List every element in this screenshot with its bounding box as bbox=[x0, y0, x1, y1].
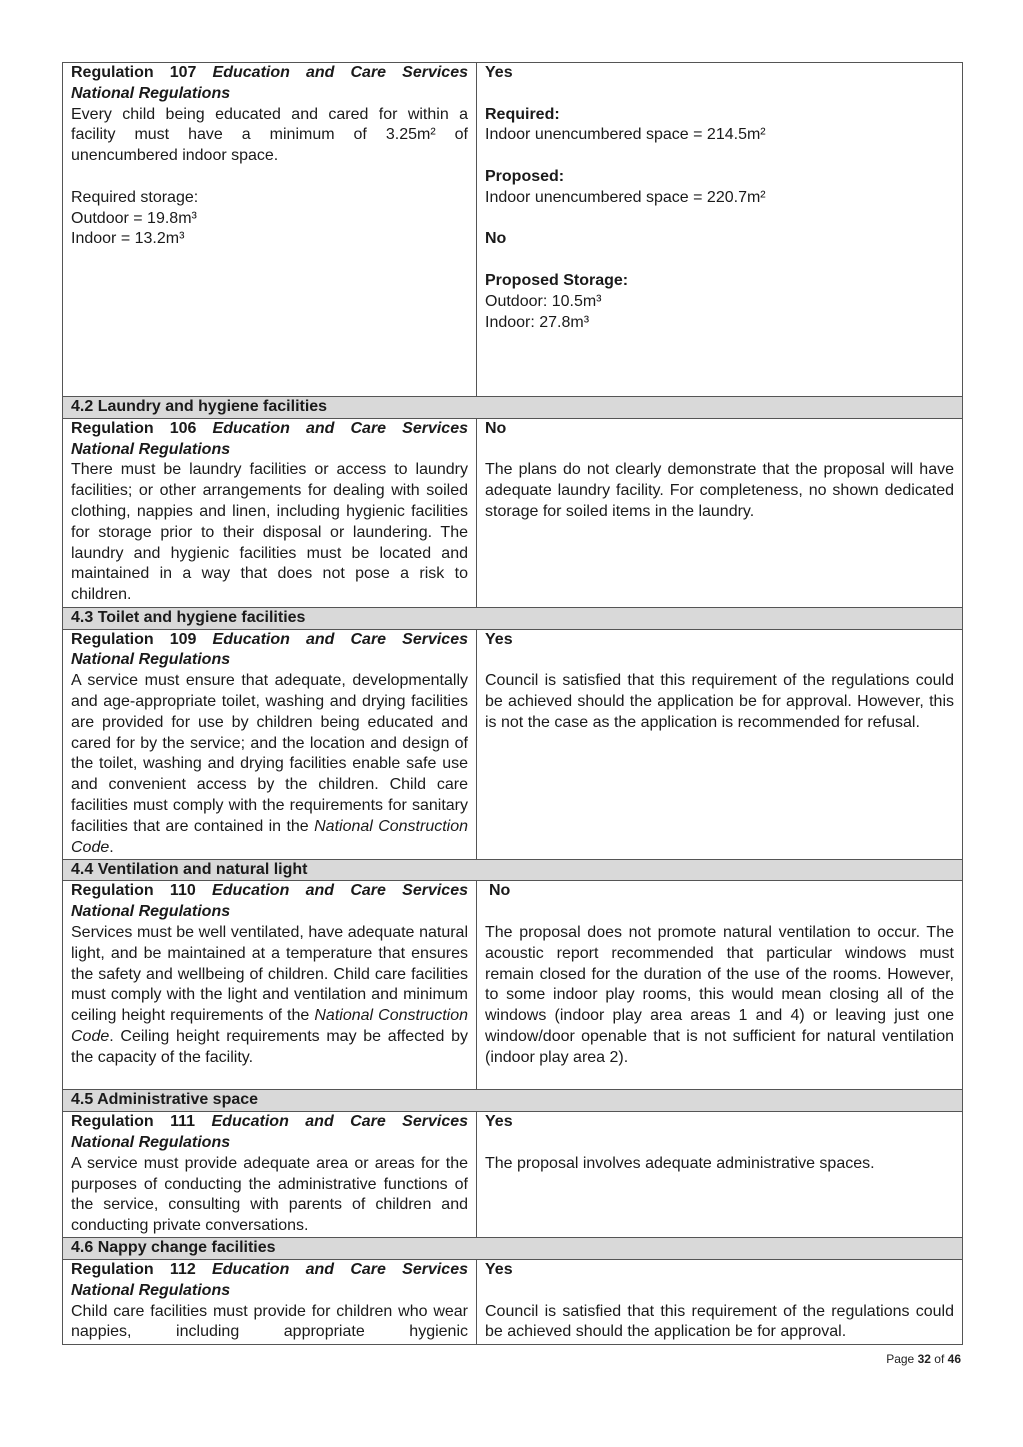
regulation-heading: Regulation 111 Education and Care Services bbox=[71, 1113, 469, 1131]
assessment-cell bbox=[477, 881, 963, 1090]
compliance-status: Yes bbox=[485, 1113, 513, 1131]
section-title: 4.3 Toilet and hygiene facilities bbox=[63, 607, 963, 629]
section-title: 4.4 Ventilation and natural light bbox=[63, 859, 963, 881]
regulation-subheading: National Regulations bbox=[71, 440, 231, 458]
regulation-body: There must be laundry facilities or access to laundry facilities; or other arrangements for dealing with soiled clothing, nappies and linen, including hygienic facilities for storage prior to their disposal or laundering. The laundry and hygienic facilities must be located and maintained in a way that does not pose a risk to children. bbox=[71, 461, 468, 604]
regulation-body: A service must ensure that adequate, developmentally and age-appropriate toilet, washing and drying facilities are provided for use by children being educated and cared for by the service; and the location and design of the toilet, washing and drying facilities enable safe use and convenient access by the children. Child care facilities must comply with the requirements for sanitary facilities that are contained in the National Construction Code. bbox=[71, 672, 469, 856]
compliance-table bbox=[62, 62, 963, 1345]
regulation-text-cell bbox=[63, 418, 477, 607]
assessment-cell bbox=[477, 418, 963, 607]
regulation-row bbox=[63, 1259, 963, 1344]
regulation-heading: Regulation 107 Education and Care Services bbox=[71, 64, 468, 81]
section-header-row bbox=[63, 1090, 963, 1112]
section-title: 4.5 Administrative space bbox=[63, 1090, 963, 1112]
assessment-cell bbox=[477, 63, 963, 397]
compliance-status: Yes bbox=[485, 630, 513, 648]
regulation-text-cell bbox=[63, 881, 477, 1090]
regulation-body: Child care facilities must provide for children who wear nappies, including appropriate hygienic bbox=[71, 1302, 468, 1341]
proposed-value: Indoor unencumbered space = 220.7m² bbox=[485, 188, 766, 206]
required-storage-indoor: Indoor = 13.2m³ bbox=[71, 230, 185, 248]
section-title: 4.2 Laundry and hygiene facilities bbox=[63, 397, 963, 419]
regulation-text-cell bbox=[63, 629, 477, 859]
required-storage-label: Required storage: bbox=[71, 188, 199, 206]
regulation-subheading: National Regulations bbox=[71, 1133, 231, 1151]
regulation-row bbox=[63, 418, 963, 607]
assessment-comment: The proposal does not promote natural ventilation to occur. The acoustic report recommended that particular windows must remain closed for the duration of the use of the rooms. However, to some indoor play rooms, this would mean closing all of the windows (indoor play area areas 1 and 4) or leaving just one window/door openable that is not sufficient for natural ventilation (indoor play area 2). bbox=[485, 923, 954, 1066]
proposed-label: Proposed: bbox=[485, 167, 565, 185]
proposed-storage-label: Proposed Storage: bbox=[485, 271, 629, 289]
compliance-status: Yes bbox=[485, 64, 513, 81]
regulation-heading: Regulation 112 Education and Care Services bbox=[71, 1260, 469, 1278]
regulation-row bbox=[63, 1112, 963, 1238]
assessment-cell bbox=[477, 629, 963, 859]
page-number: Page 32 of 46 bbox=[886, 1352, 961, 1366]
regulation-heading: Regulation 106 Education and Care Services bbox=[71, 419, 468, 437]
assessment-comment: The plans do not clearly demonstrate that the proposal will have adequate laundry facility. For completeness, no shown dedicated storage for soiled items in the laundry. bbox=[485, 461, 954, 520]
compliance-status: Yes bbox=[485, 1260, 513, 1278]
section-title: 4.6 Nappy change facilities bbox=[63, 1238, 963, 1260]
compliance-status-storage: No bbox=[485, 230, 507, 248]
regulation-row bbox=[63, 629, 963, 859]
required-value: Indoor unencumbered space = 214.5m² bbox=[485, 126, 766, 144]
compliance-status: No bbox=[489, 882, 511, 900]
regulation-subheading: National Regulations bbox=[71, 903, 231, 921]
section-header-row bbox=[63, 607, 963, 629]
section-header-row bbox=[63, 1238, 963, 1260]
regulation-body: Every child being educated and cared for within a facility must have a minimum of 3.25m² of unencumbered indoor space. bbox=[71, 105, 468, 165]
section-header-row bbox=[63, 859, 963, 881]
required-storage-outdoor: Outdoor = 19.8m³ bbox=[71, 209, 197, 227]
required-label: Required: bbox=[485, 105, 560, 123]
regulation-text-cell bbox=[63, 1112, 477, 1238]
regulation-body: Services must be well ventilated, have adequate natural light, and be maintained at a temperature that ensures the safety and wellbeing of children. Child care facilities must comply with the light and ventilation and minimum ceiling height requirements of the National Construction Code. Ceiling height requirements may be affected by the capacity of the facility. bbox=[71, 923, 468, 1066]
proposed-storage-indoor: Indoor: 27.8m³ bbox=[485, 313, 590, 331]
assessment-comment: Council is satisfied that this requirement of the regulations could be achieved should the application be for approval. However, this is not the case as the application is recommended for refusal. bbox=[485, 672, 954, 731]
regulation-heading: Regulation 110 Education and Care Services bbox=[71, 882, 469, 900]
regulation-text-cell bbox=[63, 63, 477, 397]
regulation-row bbox=[63, 881, 963, 1090]
regulation-row bbox=[63, 63, 963, 397]
regulation-body: A service must provide adequate area or areas for the purposes of conducting the administrative functions of the service, consulting with parents of children and conducting private conversations. bbox=[71, 1154, 468, 1235]
regulation-text-cell bbox=[63, 1259, 477, 1344]
regulation-heading: Regulation 109 Education and Care Services bbox=[71, 630, 468, 648]
assessment-cell bbox=[477, 1259, 963, 1344]
assessment-comment: The proposal involves adequate administrative spaces. bbox=[485, 1154, 875, 1172]
regulation-subheading: National Regulations bbox=[71, 651, 231, 669]
section-header-row bbox=[63, 397, 963, 419]
proposed-storage-outdoor: Outdoor: 10.5m³ bbox=[485, 292, 602, 310]
regulation-subheading: National Regulations bbox=[71, 1281, 231, 1299]
assessment-comment: Council is satisfied that this requirement of the regulations could be achieved should the application be for approval. bbox=[485, 1302, 954, 1341]
compliance-status: No bbox=[485, 419, 507, 437]
assessment-cell bbox=[477, 1112, 963, 1238]
regulation-subheading: National Regulations bbox=[71, 84, 231, 102]
